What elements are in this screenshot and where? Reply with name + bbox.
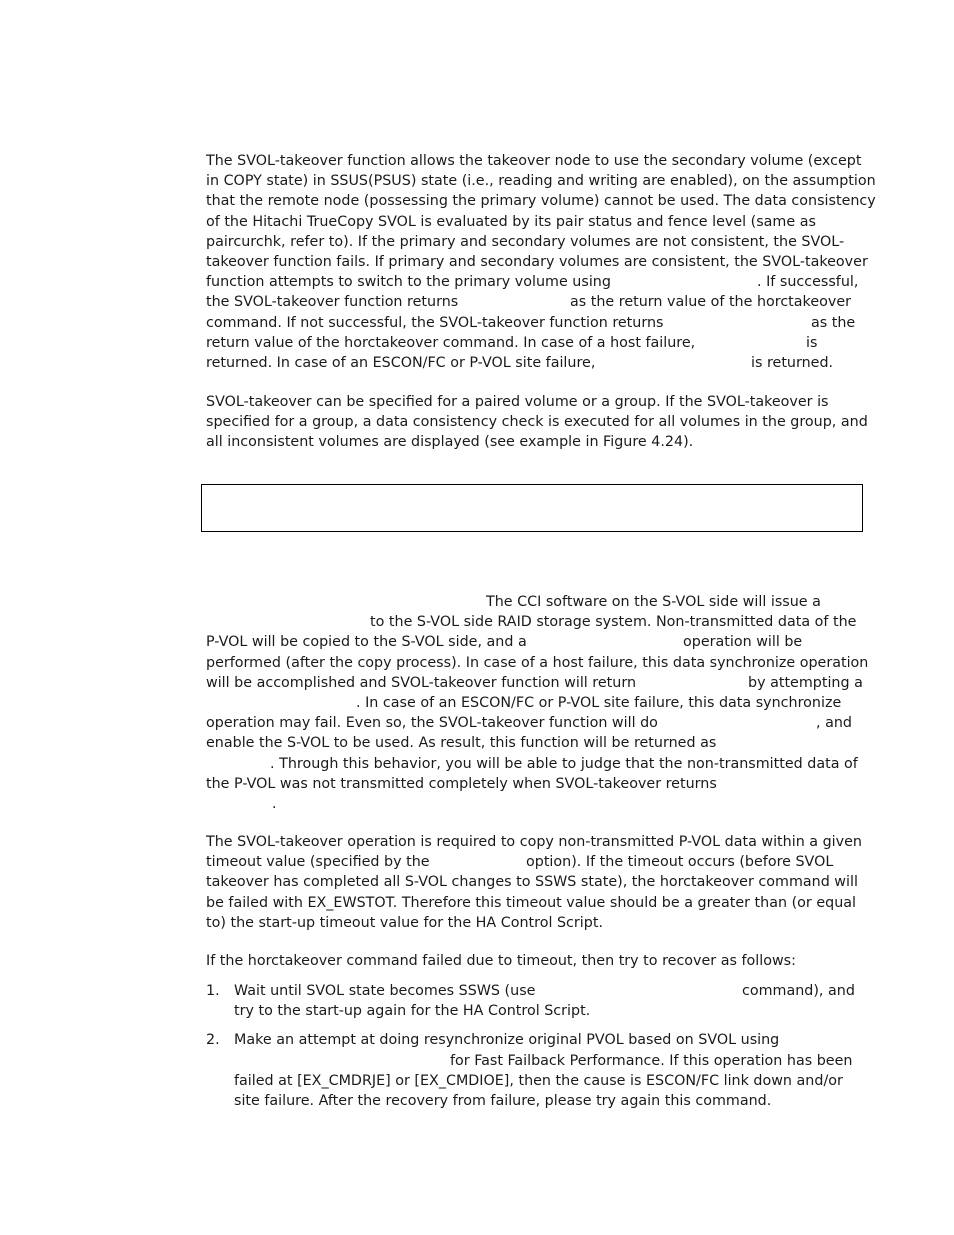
text-segment: , and: [816, 715, 852, 732]
text-line: [206, 852, 866, 872]
text-line: [206, 292, 866, 312]
text-segment: to the S-VOL side RAID storage system. Non-transmitted data of the: [370, 614, 857, 631]
text-line: the P-VOL was not transmitted completely when SVOL-takeover returns: [206, 775, 717, 792]
text-line: specified for a group, a data consistency check is executed for all volumes in the group, and: [206, 414, 868, 431]
paragraph-recover-intro: [206, 951, 866, 971]
text-line: [206, 794, 866, 814]
text-line: that the remote node (possessing the primary volume) cannot be used. The data consistency: [206, 193, 876, 210]
text-line: takeover function fails. If primary and secondary volumes are consistent, the SVOL-takeover: [206, 253, 868, 270]
text-segment: for Fast Failback Performance. If this operation has been: [450, 1052, 853, 1069]
text-segment: option). If the timeout occurs (before SVOL: [526, 854, 834, 871]
text-line: performed (after the copy process). In case of a host failure, this data synchronize operation: [206, 654, 869, 671]
list-item: [206, 981, 866, 1021]
text-segment: . Through this behavior, you will be able to judge that the non-transmitted data of: [270, 755, 858, 772]
paragraph-svol-takeover-group: [206, 392, 866, 453]
text-line: [234, 981, 866, 1001]
text-line: [206, 693, 866, 713]
recovery-steps-list: [206, 981, 866, 1111]
text-segment: is: [806, 334, 818, 351]
text-line: all inconsistent volumes are displayed (see example in Figure 4.24).: [206, 434, 694, 451]
text-line: enable the S-VOL to be used. As result, this function will be returned as: [206, 735, 717, 752]
text-segment: the SVOL-takeover function returns: [206, 294, 459, 311]
list-number: 2.: [206, 1032, 220, 1049]
text-line: [206, 333, 866, 353]
paragraph-svol-takeover-intro: [206, 151, 876, 373]
note-box: [201, 484, 863, 532]
text-line: takeover has completed all S-VOL changes to SSWS state), the horctakeover command will: [206, 874, 858, 891]
text-segment: . In case of an ESCON/FC or P-VOL site failure, this data synchronize: [356, 694, 842, 711]
text-line: [206, 612, 866, 632]
text-segment: as the: [811, 314, 856, 331]
text-line: [206, 673, 866, 693]
text-line: in COPY state) in SSUS(PSUS) state (i.e., reading and writing are enabled), on the assumption: [206, 173, 876, 190]
text-line: SVOL-takeover can be specified for a paired volume or a group. If the SVOL-takeover is: [206, 394, 829, 410]
text-segment: return value of the horctakeover command. In case of a host failure,: [206, 334, 696, 351]
text-line: [206, 754, 866, 774]
text-segment: as the return value of the horctakeover: [570, 294, 851, 311]
text-line: [234, 1051, 866, 1071]
text-line: [206, 353, 866, 373]
text-segment: operation will be: [683, 634, 803, 651]
text-line: to) the start-up timeout value for the HA Control Script.: [206, 914, 603, 931]
text-segment: by attempting a: [748, 674, 863, 691]
text-segment: timeout value (specified by the: [206, 854, 430, 871]
text-segment: The CCI software on the S-VOL side will issue a: [486, 594, 821, 610]
text-line: paircurchk, refer to). If the primary and secondary volumes are not consistent, the SVOL-: [206, 233, 845, 250]
text-segment: . If successful,: [757, 274, 859, 291]
text-line: Make an attempt at doing resynchronize original PVOL based on SVOL using: [234, 1032, 780, 1049]
text-line: [206, 313, 866, 333]
text-line: If the horctakeover command failed due to timeout, then try to recover as follows:: [206, 953, 796, 969]
text-segment: returned. In case of an ESCON/FC or P-VOL site failure,: [206, 354, 596, 371]
text-segment: is returned.: [751, 354, 834, 371]
text-line: of the Hitachi TrueCopy SVOL is evaluated by its pair status and fence level (same as: [206, 213, 816, 230]
text-line: [206, 632, 866, 652]
text-line: [206, 713, 866, 733]
text-segment: P-VOL will be copied to the S-VOL side, and a: [206, 634, 527, 651]
text-line: [206, 592, 866, 612]
text-line: try to the start-up again for the HA Control Script.: [234, 1003, 591, 1020]
text-segment: command), and: [742, 983, 855, 999]
list-number: 1.: [206, 983, 220, 999]
text-segment: function attempts to switch to the primary volume using: [206, 274, 611, 291]
text-line: The SVOL-takeover function allows the takeover node to use the secondary volume (except: [206, 153, 862, 169]
text-line: failed at [EX_CMDRJE] or [EX_CMDIOE], then the cause is ESCON/FC link down and/or: [234, 1072, 843, 1089]
text-segment: will be accomplished and SVOL-takeover function will return: [206, 674, 637, 691]
list-item: [206, 1030, 866, 1111]
text-line: be failed with EX_EWSTOT. Therefore this timeout value should be a greater than (or equal: [206, 894, 856, 911]
paragraph-timeout: [206, 832, 866, 933]
text-segment: .: [272, 795, 277, 812]
text-line: [206, 272, 866, 292]
paragraph-data-synchronize: [206, 592, 869, 814]
text-line: The SVOL-takeover operation is required to copy non-transmitted P-VOL data within a given: [206, 834, 862, 850]
text-line: site failure. After the recovery from failure, please try again this command.: [234, 1092, 772, 1109]
text-segment: command. If not successful, the SVOL-takeover function returns: [206, 314, 664, 331]
text-segment: operation may fail. Even so, the SVOL-takeover function will do: [206, 715, 658, 732]
text-segment: Wait until SVOL state becomes SSWS (use: [234, 983, 536, 999]
